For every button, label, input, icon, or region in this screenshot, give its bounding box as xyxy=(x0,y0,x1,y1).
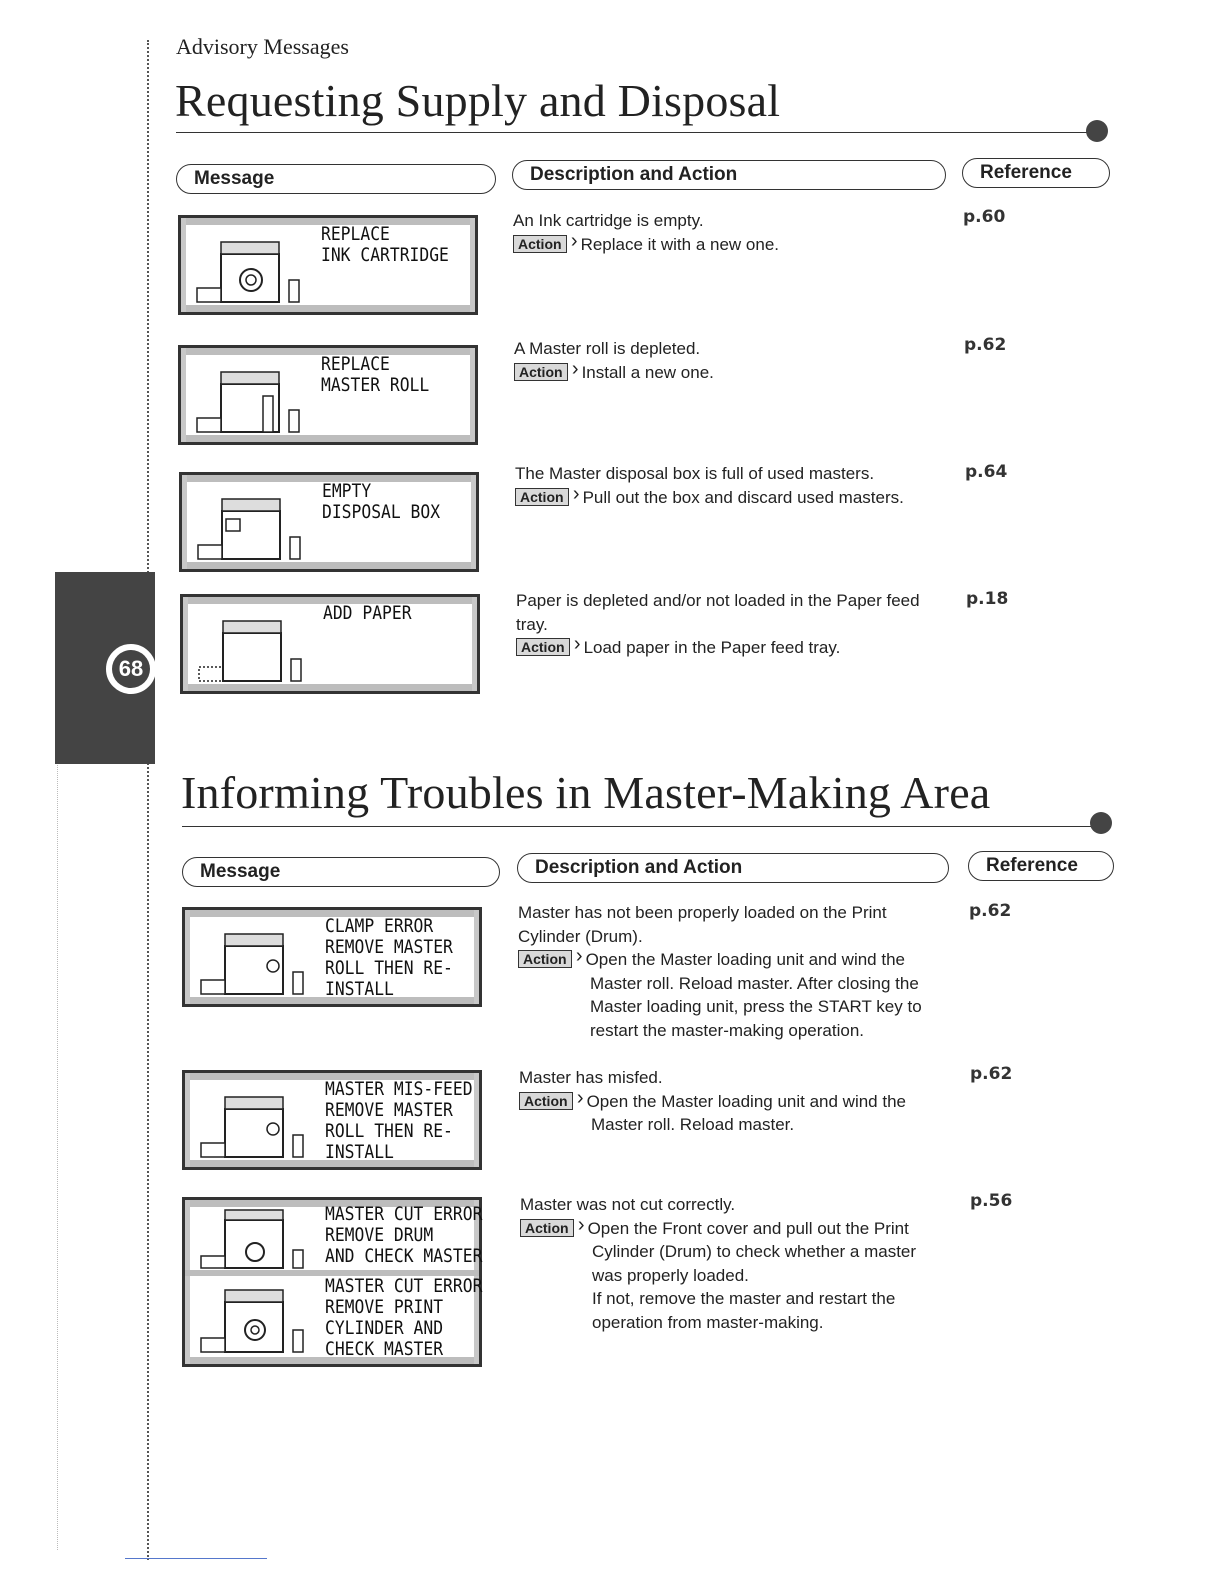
description-line: The Master disposal box is full of used masters. xyxy=(515,464,875,483)
title-rule xyxy=(182,826,1102,827)
lcd-panel xyxy=(179,472,479,572)
machine-misfeed-icon xyxy=(197,1081,317,1171)
margin-dotted-line xyxy=(147,40,149,1560)
machine-clamp-icon xyxy=(197,918,317,1008)
lcd-panel xyxy=(182,1070,482,1170)
description xyxy=(513,209,933,256)
description xyxy=(515,462,945,509)
machine-master-icon xyxy=(193,356,313,446)
description-line: A Master roll is depleted. xyxy=(514,339,701,358)
header-message: Message xyxy=(182,857,500,887)
lcd-panel-double xyxy=(182,1197,482,1367)
action-badge: Action › xyxy=(513,235,567,253)
title-rule-dot xyxy=(1090,812,1112,834)
action-badge: Action › xyxy=(520,1219,574,1237)
action-text: Pull out the box and discard used masters. xyxy=(582,487,904,507)
action-badge: Action › xyxy=(515,488,569,506)
lcd-text: CLAMP ERROR REMOVE MASTER ROLL THEN RE- INSTALL xyxy=(325,915,453,1000)
page-number-badge xyxy=(106,644,156,694)
reference-link[interactable]: p.60 xyxy=(963,207,1006,227)
title-rule-dot xyxy=(1086,120,1108,142)
machine-paper-icon xyxy=(195,605,315,695)
action-badge: Action › xyxy=(519,1092,573,1110)
description xyxy=(514,337,934,384)
lcd-text: REPLACE INK CARTRIDGE xyxy=(321,223,449,266)
lcd-text: MASTER MIS-FEED REMOVE MASTER ROLL THEN RE- INSTALL xyxy=(325,1078,473,1163)
action-text: Load paper in the Paper feed tray. xyxy=(583,638,841,657)
description-line: Paper is depleted and/or not loaded in the Paper feed xyxy=(516,591,920,610)
action-badge: Action › xyxy=(518,950,572,968)
footer-rule xyxy=(125,1558,267,1559)
lcd-text: EMPTY DISPOSAL BOX xyxy=(322,480,441,523)
lcd-text: MASTER CUT ERROR REMOVE PRINT CYLINDER AND CHECK MASTER xyxy=(325,1275,483,1360)
reference-link[interactable]: p.62 xyxy=(969,901,1012,921)
lcd-panel xyxy=(180,594,480,694)
lcd-panel xyxy=(182,907,482,1007)
action-text: If not, remove the master and restart the xyxy=(592,1289,896,1308)
reference-link[interactable]: p.18 xyxy=(966,589,1009,609)
lcd-text: REPLACE MASTER ROLL xyxy=(321,353,430,396)
description-line: Master has misfed. xyxy=(519,1068,663,1087)
action-text: operation from master-making. xyxy=(592,1312,824,1332)
action-text: Master loading unit, press the START key to xyxy=(590,997,922,1016)
action-text: was properly loaded. xyxy=(592,1265,749,1285)
action-badge: Action › xyxy=(516,638,570,656)
page-number: 68 xyxy=(112,650,150,688)
margin-faint-line xyxy=(57,760,58,1550)
action-text: restart the master-making operation. xyxy=(590,1020,865,1040)
action-badge: Action › xyxy=(514,363,568,381)
action-text: Replace it with a new one. xyxy=(580,234,780,254)
running-head: Advisory Messages xyxy=(176,34,349,59)
header-message: Message xyxy=(176,164,496,194)
reference-link[interactable]: p.56 xyxy=(970,1191,1013,1211)
header-reference: Reference xyxy=(962,158,1110,188)
description-line: tray. xyxy=(516,614,548,634)
lcd-panel xyxy=(178,345,478,445)
header-reference: Reference xyxy=(968,851,1114,881)
reference-link[interactable]: p.64 xyxy=(965,462,1008,482)
lcd-text: MASTER CUT ERROR REMOVE DRUM AND CHECK MASTER xyxy=(325,1203,483,1267)
machine-disposal-icon xyxy=(194,483,314,573)
lcd-panel xyxy=(178,215,478,315)
machine-drum-icon xyxy=(197,1276,317,1366)
action-text: Master roll. Reload master. After closing the xyxy=(590,973,919,993)
machine-drum-icon xyxy=(197,1206,317,1272)
action-text: Open the Master loading unit and wind the xyxy=(585,950,905,969)
lcd-text: ADD PAPER xyxy=(323,602,412,624)
description xyxy=(519,1066,959,1137)
section-title: Requesting Supply and Disposal xyxy=(175,75,781,126)
action-text: Cylinder (Drum) to check whether a master xyxy=(592,1242,917,1261)
reference-link[interactable]: p.62 xyxy=(970,1064,1013,1084)
page-tab xyxy=(55,572,155,764)
machine-ink-icon xyxy=(193,226,313,316)
description xyxy=(518,901,958,1042)
header-description: Description and Action xyxy=(512,160,946,190)
description-line: Master has not been properly loaded on the Print xyxy=(518,903,887,922)
action-text: Open the Master loading unit and wind the xyxy=(586,1091,906,1111)
description-line: Master was not cut correctly. xyxy=(520,1195,736,1214)
reference-link[interactable]: p.62 xyxy=(964,335,1007,355)
section-title: Informing Troubles in Master-Making Area xyxy=(181,767,991,818)
header-description: Description and Action xyxy=(517,853,949,883)
title-rule xyxy=(176,132,1096,133)
action-text: Install a new one. xyxy=(581,362,714,382)
action-text: Master roll. Reload master. xyxy=(591,1115,795,1134)
description xyxy=(516,589,956,660)
description-line: An Ink cartridge is empty. xyxy=(513,211,704,230)
description-line: Cylinder (Drum). xyxy=(518,926,643,946)
description xyxy=(520,1193,960,1334)
action-text: Open the Front cover and pull out the Print xyxy=(587,1218,909,1238)
